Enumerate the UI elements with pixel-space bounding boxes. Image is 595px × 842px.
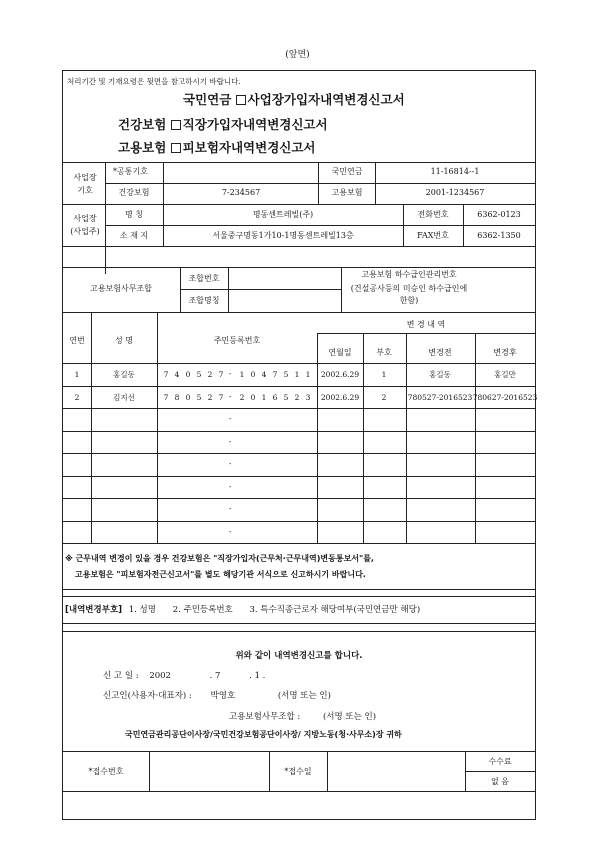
row-after[interactable]: 홍길만 <box>494 370 516 379</box>
employment-checkbox[interactable] <box>171 143 181 153</box>
rrn-digit[interactable]: 0 <box>185 393 191 402</box>
rrn-separator: - <box>229 483 232 491</box>
fax-value[interactable]: 6362-1350 <box>477 231 521 240</box>
row-before[interactable]: 780527-2016523 <box>407 393 473 402</box>
receipt-date-label: *접수일 <box>284 767 312 776</box>
rrn-separator: - <box>229 460 232 468</box>
change-code-1: 1. 성명 <box>128 605 156 615</box>
health-code-label: 건강보험 <box>118 188 150 197</box>
front-side-label: (앞면) <box>285 50 310 60</box>
fee-value: 없 음 <box>491 777 509 786</box>
report-year[interactable]: 2002 <box>149 671 171 681</box>
fee-label: 수수료 <box>488 757 512 766</box>
rrn-digit[interactable]: 7 <box>272 370 278 379</box>
union-section-label: 고용보험사무조합 <box>90 284 152 293</box>
change-codes-row <box>65 606 420 615</box>
subcontract-label: 고용보험 하수급인관리번호 <box>361 270 457 279</box>
row-before[interactable]: 홍길동 <box>429 370 451 379</box>
row-after[interactable]: 780627-2016523 <box>472 393 538 402</box>
union-number-label: 조합번호 <box>188 274 220 283</box>
health-title: 건강보험 직장가입자내역변경신고서 <box>118 117 328 132</box>
rrn-digit[interactable]: 5 <box>283 393 289 402</box>
row-code[interactable]: 2 <box>381 393 387 402</box>
address-value[interactable]: 서울중구명동1가10-1명동센트레빌13층 <box>212 231 354 240</box>
employment-code-value[interactable]: 2001-1234567 <box>425 188 485 197</box>
rrn-digit[interactable]: 4 <box>174 370 180 379</box>
rrn-digit[interactable]: 8 <box>174 393 180 402</box>
col-change-header: 변 경 내 역 <box>406 320 446 329</box>
rrn-separator: - <box>229 393 232 401</box>
common-code-label: *공통기호 <box>113 167 148 176</box>
pension-title: 국민연금 사업장가입자내역변경신고서 <box>183 92 405 107</box>
health-code-value[interactable]: 7-234567 <box>221 188 261 197</box>
report-month[interactable]: . 7 <box>209 671 221 681</box>
addressee: 국민연금관리공단이사장/국민건강보험공단이사장/ 지방노동(청·사무소)장 귀하 <box>125 730 402 739</box>
warning-line-2: 고용보험은 "피보험자전근신고서"를 별도 해당기관 서식으로 신고하시기 바랍니다. <box>75 570 366 579</box>
rrn-digit[interactable]: 1 <box>239 370 245 379</box>
pension-checkbox[interactable] <box>236 95 246 105</box>
employment-code-label: 고용보험 <box>331 188 363 197</box>
rrn-digit[interactable]: 7 <box>218 393 224 402</box>
col-before-header: 변경전 <box>428 348 452 357</box>
report-date-label: 신 고 일 : <box>103 671 139 681</box>
address-label: 소 재 지 <box>119 231 149 240</box>
col-date-header: 연월일 <box>328 348 352 357</box>
union-signature[interactable]: (서명 또는 인) <box>322 712 377 722</box>
pension-code-value[interactable]: 11-16814--1 <box>430 167 480 176</box>
rrn-digit[interactable]: 7 <box>218 370 224 379</box>
row-date[interactable]: 2002.6.29 <box>320 393 360 402</box>
warning-line-1: ※ 근무내역 변경이 있을 경우 건강보험은 "직장가입자(근무처·근무내역)변동통보서"를, <box>65 554 374 563</box>
rrn-digit[interactable]: 5 <box>196 370 202 379</box>
rrn-separator: - <box>229 528 232 536</box>
reporter-name[interactable]: 박영호 <box>210 691 236 701</box>
rrn-digit[interactable]: 5 <box>196 393 202 402</box>
company-name-label: 명 칭 <box>125 210 143 219</box>
row-name[interactable]: 홍길동 <box>113 370 135 379</box>
col-no-header: 연번 <box>69 336 85 345</box>
subcontract-note: (건설공사등의 미승인 하수급인에 한함) <box>350 284 468 305</box>
rrn-separator: - <box>229 415 232 423</box>
pension-code-label: 국민연금 <box>331 167 363 176</box>
change-code-3: 3. 특수직종근로자 해당여부(국민연금만 해당) <box>249 605 421 615</box>
notice-text: 처리기간 및 기재요령은 뒷면을 참고하시기 바랍니다. <box>67 77 241 86</box>
phone-label: 전화번호 <box>417 210 449 219</box>
rrn-digit[interactable]: 2 <box>207 370 213 379</box>
employment-title: 고용보험 피보험자내역변경신고서 <box>118 140 316 155</box>
rrn-digit[interactable]: 7 <box>163 393 169 402</box>
reporter-label: 신고인(사용자·대표자) : <box>103 691 192 701</box>
health-checkbox[interactable] <box>171 120 181 130</box>
change-codes-label: [내역변경부호] <box>65 605 123 615</box>
rrn-digit[interactable]: 5 <box>283 370 289 379</box>
receipt-number-label: *접수번호 <box>88 767 124 776</box>
rrn-digit[interactable]: 0 <box>185 370 191 379</box>
fax-label: FAX번호 <box>417 231 449 240</box>
rrn-digit[interactable]: 2 <box>294 393 300 402</box>
col-name-header: 성 명 <box>115 336 133 345</box>
company-name-value[interactable]: 명동센트레빌(주) <box>252 210 314 219</box>
rrn-separator: - <box>229 505 232 513</box>
col-code-header: 부호 <box>376 348 392 357</box>
report-date-row <box>103 672 265 681</box>
form-frame <box>62 70 536 820</box>
rrn-digit[interactable]: 1 <box>294 370 300 379</box>
rrn-digit[interactable]: 2 <box>239 393 245 402</box>
row-number: 2 <box>74 393 80 402</box>
row-name[interactable]: 김지선 <box>113 393 135 402</box>
rrn-separator: - <box>229 370 232 378</box>
rrn-digit[interactable]: 2 <box>207 393 213 402</box>
row-number: 1 <box>74 370 80 379</box>
row-code[interactable]: 1 <box>381 370 387 379</box>
change-code-2: 2. 주민등록번호 <box>172 605 233 615</box>
declaration-statement: 위와 같이 내역변경신고를 합니다. <box>235 651 363 661</box>
report-day[interactable]: . 1 . <box>249 671 266 681</box>
rrn-digit[interactable]: 1 <box>261 393 267 402</box>
reporter-row <box>103 692 331 701</box>
reporter-signature[interactable]: (서명 또는 인) <box>277 691 331 701</box>
rrn-digit[interactable]: 3 <box>305 393 311 402</box>
row-date[interactable]: 2002.6.29 <box>320 370 360 379</box>
union-signature-row <box>229 713 376 722</box>
union-name-label: 조합명칭 <box>188 296 220 305</box>
rrn-digit[interactable]: 6 <box>272 393 278 402</box>
rrn-digit[interactable]: 4 <box>261 370 267 379</box>
rrn-digit[interactable]: 7 <box>163 370 169 379</box>
workplace-code-label: 사업장 기호 <box>73 173 97 195</box>
rrn-digit[interactable]: 0 <box>250 370 256 379</box>
col-after-header: 변경후 <box>493 348 517 357</box>
workplace-owner-label: 사업장 (사업주) <box>70 214 100 236</box>
rrn-digit[interactable]: 0 <box>250 393 256 402</box>
rrn-separator: - <box>229 438 232 446</box>
phone-value[interactable]: 6362-0123 <box>477 210 521 219</box>
col-rrn-header: 주민등록번호 <box>213 336 261 345</box>
union-signature-label: 고용보험사무조합 : <box>229 712 301 722</box>
rrn-digit[interactable]: 1 <box>305 370 311 379</box>
